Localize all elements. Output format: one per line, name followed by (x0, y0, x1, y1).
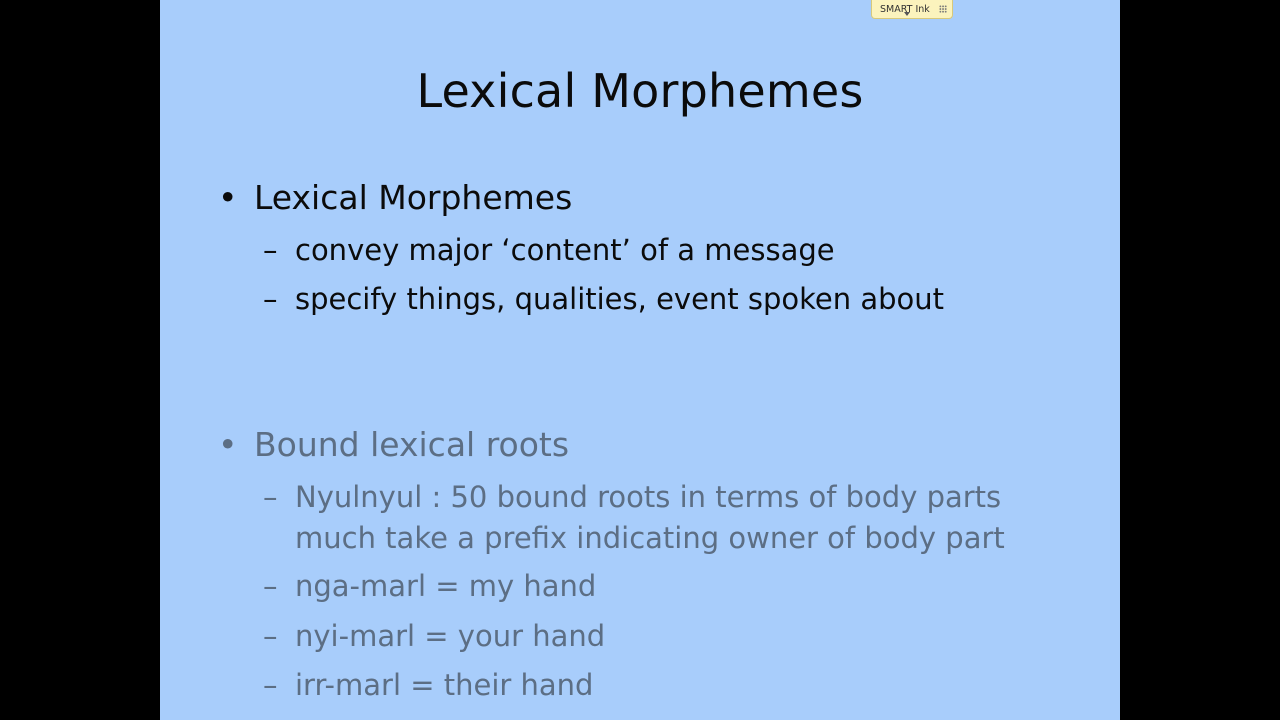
sub-item (263, 665, 594, 706)
sub-item-text: much take a prefix indicating owner of body part (295, 521, 1005, 555)
bullet-lexical-morphemes (218, 178, 573, 218)
dash-icon: – (263, 668, 278, 702)
dropdown-caret-icon (904, 12, 910, 16)
sub-item (263, 616, 606, 657)
slide-title: Lexical Morphemes (416, 64, 864, 118)
sub-item-text: irr-marl = their hand (295, 668, 594, 702)
dash-icon: – (263, 619, 278, 653)
dash-icon: – (263, 282, 278, 316)
smart-ink-button[interactable] (871, 0, 953, 19)
dash-icon: – (263, 480, 278, 514)
bullet-dot-icon: • (218, 178, 238, 217)
sub-item-text: specify things, qualities, event spoken about (295, 282, 945, 316)
bullet-text: Bound lexical roots (254, 425, 570, 464)
sub-item-continuation (295, 518, 1005, 559)
sub-item-text: nyi-marl = your hand (295, 619, 606, 653)
slide (160, 0, 1120, 720)
bullet-bound-lexical-roots (218, 425, 570, 465)
sub-item (263, 230, 835, 271)
bullet-text: Lexical Morphemes (254, 178, 573, 217)
sub-item-text: nga-marl = my hand (295, 569, 597, 603)
drag-grip-icon[interactable] (939, 5, 947, 13)
smart-ink-label: SMART Ink (880, 3, 930, 15)
sub-item (263, 279, 945, 320)
dash-icon: – (263, 233, 278, 267)
sub-item-text: convey major ‘content’ of a message (295, 233, 835, 267)
dash-icon: – (263, 569, 278, 603)
sub-item (263, 477, 1002, 518)
sub-item-text: Nyulnyul : 50 bound roots in terms of body parts (295, 480, 1002, 514)
bullet-dot-icon: • (218, 425, 238, 464)
sub-item (263, 566, 597, 607)
